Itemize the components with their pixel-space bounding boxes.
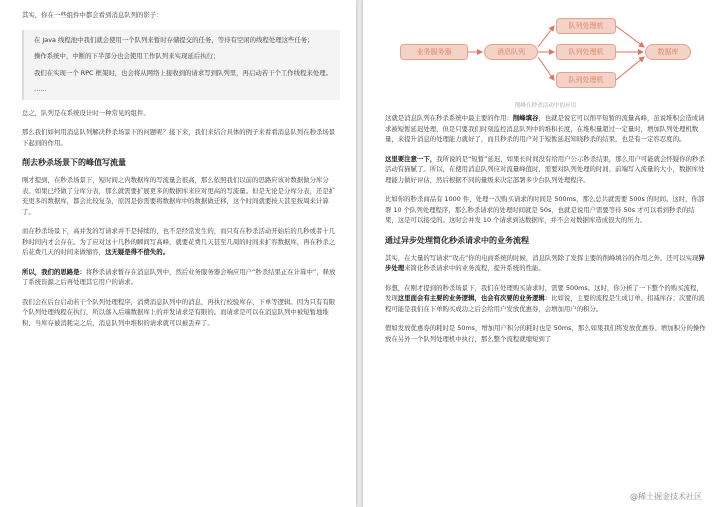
- paragraph: 比如你的秒杀商品有 1000 件，处理一次购买请求的时间是 500ms，那么总共就需要 500s 的时间。这时，你部署 10 个队列处理程序，那么秒杀请求的处理时间就是 50s，也就是说用户需要等待 50s 才可以看到秒杀的结果，这是可以接受的。这时会并发 10 个请求到达数据库，并不会对数据库造成很大的压力。: [385, 195, 705, 224]
- paragraph: 所以，我们的思路是：将秒杀请求暂存在消息队列中，然后业务服务器会响应用户“秒杀结果正在计算中”，释放了系统资源之后再处理其它用户的请求。: [22, 267, 336, 286]
- queue-processor-node: 队列处理机: [556, 18, 616, 34]
- peak-shaving-diagram: [385, 8, 706, 113]
- paragraph: 我们会在后台启动若干个队列处理程序，消费消息队列中的消息，再执行校验库存、下单等逻辑。因为只有有限个队列处理线程在执行，所以落入后端数据库上的并发请求是有限的。而请求是可以在消息队列中被短暂地堆积，当库存被消耗完之后，消息队列中堆积的请求就可以被丢弃了。: [22, 297, 336, 327]
- section-title: 通过异步处理简化秒杀请求中的业务流程: [385, 235, 529, 245]
- right-page: [363, 0, 720, 507]
- quote-item: 操作系统中，中断的下半部分也会使用工作队列来实现延后执行；: [34, 52, 220, 60]
- left-page: [0, 0, 356, 507]
- paragraph: 假如发放优惠券的耗时是 50ms，增加用户积分的耗时也是 50ms，那么如果我们将发放优惠券、增加积分的操作放在另外一个队列处理机中执行，那么整个流程就缩短到了: [385, 324, 706, 343]
- queue-processor-node: 队列处理机: [556, 72, 616, 88]
- watermark: @稀土掘金技术社区: [630, 492, 702, 501]
- paragraph: 而在秒杀场景下，高并发的写请求并不是持续的，也不是经常发生的，而只有在秒杀活动开始后的几秒或者十几秒时间内才会存在。为了应对这十几秒的瞬间写高峰，就要花费几天甚至几周的时间来扩容数据库，再在秒杀之后花费几天的时间来做缩容，这无疑是得不偿失的。: [22, 227, 336, 256]
- paragraph: 这里要注意一下，我所说的是“短暂”延迟，如果长时间没有给用户公示秒杀结果，那么用户可能就会怀疑你的秒杀活动有猫腻了。所以，在使用消息队列应对流量峰值时，需要对队列处理的时间、前端写入流量的大小，数据库处理能力做好评估，然后根据不同的量级来决定部署多少台队列处理程序。: [385, 154, 705, 184]
- quote-item: 我们在实现一个 RPC 框架时，也会将从网络上接收到的请求写到队列里，再启动若干个工作线程来处理。: [34, 68, 333, 77]
- queue-processor-node: 队列处理机: [556, 44, 616, 60]
- paragraph: 这就是消息队列在秒杀系统中最主要的作用：削峰填谷，也就是说它可以削平短暂的流量高峰，虽说堆积会造成请求被短暂延迟处理，但是只要我们时刻监控消息队列中的堆积长度，在堆积量超过一定量时，增加队列处理机数量，来提升消息的处理能力就好了，而且秒杀的用户对于短暂延迟知晓秒杀的结果，也是有一定容忍度的。: [385, 114, 705, 143]
- quote-item: 在 Java 线程池中我们就会使用一个队列来暂时存储提交的任务，等待有空闲的线程处理这些任务；: [34, 35, 314, 44]
- diagram-caption: 削峰在秒杀活动中的应用: [514, 103, 577, 109]
- message-queue-node: 消息队列: [484, 44, 538, 60]
- section-title: 削去秒杀场景下的峰值写流量: [22, 158, 126, 167]
- question-text: 那么我们如何用消息队列解决秒杀场景下的问题呢？接下来，我们来结合具体的例子来看看消息队列在秒杀场景下起到的作用。: [22, 128, 336, 147]
- paragraph: 其实，在大量的写请求“攻击”你的电商系统的时候，消息队列除了发挥主要的削峰填谷的作用之外，还可以实现异步处理来简化秒杀请求中的业务流程，提升系统的性能。: [385, 253, 705, 272]
- database-node: 数据库: [645, 44, 691, 60]
- quote-item: ……: [34, 85, 47, 93]
- diagram-arrows: [385, 8, 706, 113]
- paragraph: 刚才提到，在秒杀场景下，短时间之内数据库的写流量会很高，那么依照我们以前的思路应该对数据做分库分表。如果已经做了分库分表，那么就需要扩展更多的数据库来应对更高的写流量。但是无论是分库分表，还是扩充更多的数据库，都会比较复杂，原因是你需要将数据库中的数据做迁移，这个时间就要按天甚至按周来计算了。: [22, 176, 336, 216]
- blockquote: [22, 30, 340, 100]
- paragraph: 你想，在刚才提到的秒杀场景下，我们在处理购买请求时，需要 500ms。这时，你分析了一下整个的购买流程，发现这里面会有主要的业务逻辑，也会有次要的业务逻辑：比如说，主要的流程是生成订单、扣减库存；次要的流程可能是我们在下单购买成功之后会给用户发放优惠券，会增加用户的积分。: [385, 283, 705, 313]
- biz-server-node: 业务服务器: [400, 44, 468, 60]
- intro-text: 其实，你在一些组件中都会看到消息队列的影子：: [22, 11, 163, 19]
- summary-text: 总之，队列是在系统设计时一种常见的组件。: [22, 108, 150, 117]
